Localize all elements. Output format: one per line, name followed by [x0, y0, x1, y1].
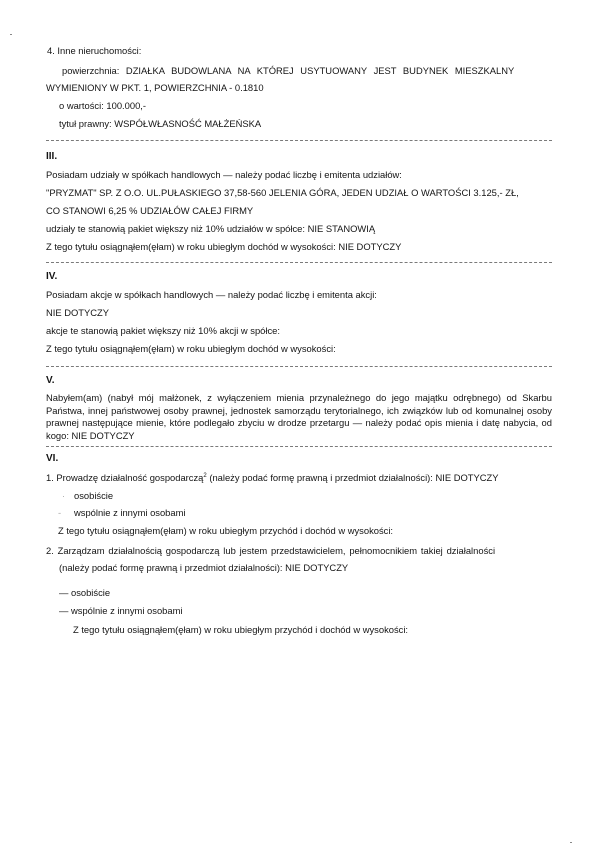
legal-title-line: tytuł prawny: WSPÓŁWŁASNOŚĆ MAŁŻEŃSKA	[59, 118, 262, 129]
stocks-income-line: Z tego tytułu osiągnąłem(ęłam) w roku ubiegłym dochód w wysokości:	[46, 343, 336, 354]
area-line-1: powierzchnia: DZIAŁKA BUDOWLANA NA KTÓREJ USYTUOWANY JEST BUDYNEK MIESZKALNY	[62, 65, 515, 76]
acquired-property-paragraph: Nabyłem(am) (nabył mój małżonek, z wyłączeniem mienia przynależnego do jego majątku odrębnego) od Skarbu Państwa, innej państwowej osoby prawnej, jednostek samorządu terytorialnego, ich związków lub od komunalnej osoby prawnej następujące mienie, które podlegało zbyciu w drodze przetargu — należy podać opis mienia i datę nabycia, od kogo: NIE DOTYCZY	[46, 392, 552, 441]
stocks-packet-line: akcje te stanowią pakiet większy niż 10% akcji w spółce:	[46, 325, 280, 336]
scan-speck	[10, 34, 12, 35]
management-line-2: (należy podać formę prawną i przedmiot działalności): NIE DOTYCZY	[59, 562, 349, 573]
scan-speck	[570, 842, 572, 843]
stocks-answer: NIE DOTYCZY	[46, 307, 110, 318]
area-line-2: WYMIENIONY W PKT. 1, POWIERZCHNIA - 0.1810	[46, 82, 264, 93]
business-activity-text: 1. Prowadzę działalność gospodarczą	[46, 472, 204, 483]
stocks-question: Posiadam akcje w spółkach handlowych — należy podać liczbę i emitenta akcji:	[46, 289, 377, 300]
management-line-1: 2. Zarządzam działalnością gospodarczą lub jestem przedstawicielem, pełnomocnikiem takiej działalności	[46, 545, 496, 556]
section-divider	[46, 446, 552, 447]
personally-option: osobiście	[74, 490, 114, 501]
shares-question: Posiadam udziały w spółkach handlowych — należy podać liczbę i emitenta udziałów:	[46, 169, 402, 180]
management-income-line: Z tego tytułu osiągnąłem(ęłam) w roku ubiegłym przychód i dochód w wysokości:	[73, 624, 409, 635]
section-heading-iii: III.	[46, 151, 58, 162]
section-divider	[46, 140, 552, 141]
section-divider	[46, 366, 552, 367]
footnote-marker: 2	[203, 472, 207, 479]
shares-income-line: Z tego tytułu osiągnąłem(ęłam) w roku ubiegłym dochód w wysokości: NIE DOTYCZY	[46, 241, 402, 252]
management-jointly-option: — wspólnie z innymi osobami	[59, 605, 183, 616]
section-heading-vi: VI.	[46, 453, 59, 464]
management-personally-option: — osobiście	[59, 587, 111, 598]
dash-mark: ·	[62, 490, 66, 501]
business-activity-line	[46, 472, 499, 484]
section-divider	[46, 262, 552, 263]
dash-mark: -	[58, 507, 62, 518]
shares-packet-line: udziały te stanowią pakiet większy niż 10% udziałów w spółce: NIE STANOWIĄ	[46, 223, 376, 234]
shares-company-line-1: "PRYZMAT" SP. Z O.O. UL.PUŁASKIEGO 37,58-560 JELENIA GÓRA, JEDEN UDZIAŁ O WARTOŚCI 3.125,- ZŁ,	[46, 187, 519, 198]
section-heading-v: V.	[46, 375, 55, 386]
shares-company-line-2: CO STANOWI 6,25 % UDZIAŁÓW CAŁEJ FIRMY	[46, 205, 254, 216]
other-real-estate-item: 4. Inne nieruchomości:	[47, 45, 142, 56]
section-heading-iv: IV.	[46, 271, 58, 282]
value-line: o wartości: 100.000,-	[59, 100, 147, 111]
business-activity-answer: (należy podać formę prawną i przedmiot działalności): NIE DOTYCZY	[206, 472, 499, 483]
jointly-option: wspólnie z innymi osobami	[74, 507, 186, 518]
business-income-line: Z tego tytułu osiągnąłem(ęłam) w roku ubiegłym przychód i dochód w wysokości:	[58, 525, 394, 536]
